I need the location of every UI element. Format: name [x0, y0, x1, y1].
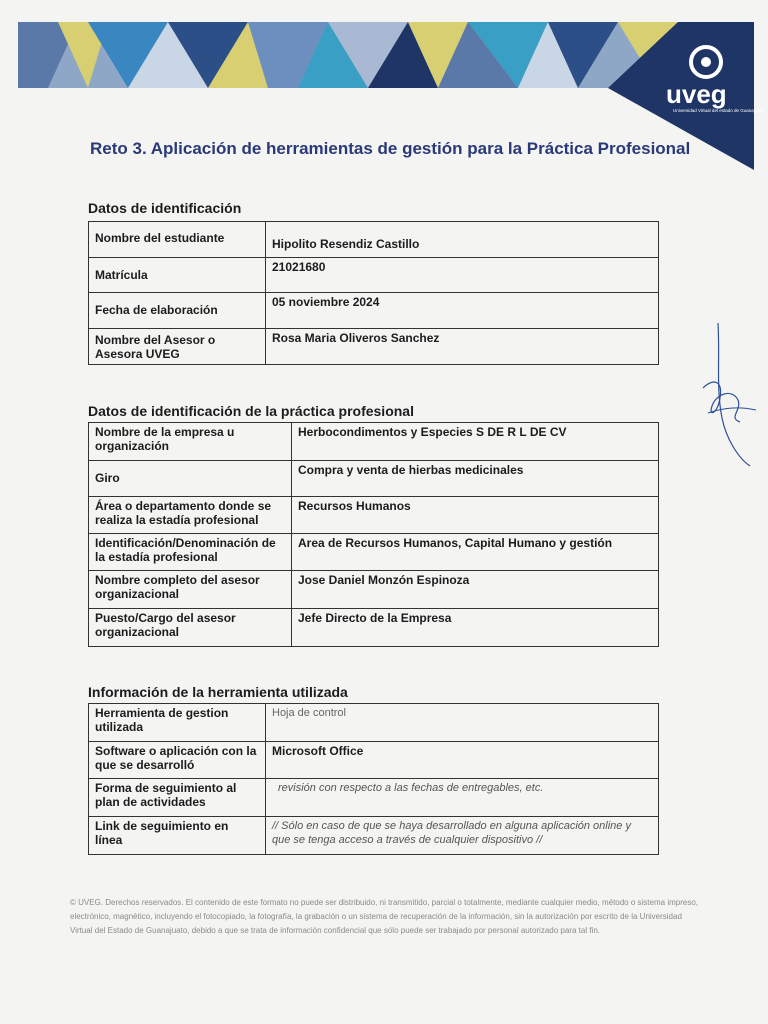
table-row [89, 817, 659, 855]
row-value: Hoja de control [266, 704, 659, 742]
table-row [89, 534, 659, 571]
row-value: Hipolito Resendiz Castillo [266, 222, 659, 258]
table-row [89, 329, 659, 365]
row-label: Nombre del Asesor o Asesora UVEG [89, 329, 266, 365]
table-row [89, 222, 659, 258]
row-label: Forma de seguimiento al plan de actividades [89, 779, 266, 817]
row-value: Jose Daniel Monzón Espinoza [292, 571, 659, 609]
table-row [89, 497, 659, 534]
row-value: Jefe Directo de la Empresa [292, 609, 659, 647]
row-label: Nombre de la empresa u organización [89, 423, 292, 461]
row-value: Recursos Humanos [292, 497, 659, 534]
row-value: 05 noviembre 2024 [266, 293, 659, 329]
section-title-practice: Datos de identificación de la práctica profesional [88, 403, 414, 419]
row-label: Puesto/Cargo del asesor organizacional [89, 609, 292, 647]
signature-mark [698, 318, 760, 468]
row-value: Area de Recursos Humanos, Capital Humano y gestión [292, 534, 659, 571]
table-row [89, 609, 659, 647]
row-value: Herbocondimentos y Especies S DE R L DE CV [292, 423, 659, 461]
row-label: Identificación/Denominación de la estadía profesional [89, 534, 292, 571]
table-row [89, 461, 659, 497]
table-row [89, 571, 659, 609]
row-label: Nombre del estudiante [89, 222, 266, 258]
table-row [89, 293, 659, 329]
table-row [89, 742, 659, 779]
table-row [89, 704, 659, 742]
row-label: Matrícula [89, 258, 266, 293]
row-label: Área o departamento donde se realiza la estadía profesional [89, 497, 292, 534]
copyright-footer: © UVEG. Derechos reservados. El contenido de este formato no puede ser distribuido, ni transmitido, parcial o totalmente, mediante cualquier medio, método o sistema impreso, electrónico, magnético, incluyendo el fotocopiado, la fotografía, la grabación o un sistema de recuperación de la información, sin la autorización por escrito de la Universidad Virtual del Estado de Guanajuato, debido a que se trata de información confidencial que sólo puede ser trabajado por personal autorizado para tal fin. [70, 898, 698, 935]
page-title: Reto 3. Aplicación de herramientas de gestión para la Práctica Profesional [90, 139, 691, 158]
table-row [89, 258, 659, 293]
section-title-identification: Datos de identificación [88, 200, 242, 216]
row-value: // Sólo en caso de que se haya desarrollado en alguna aplicación online y que se tenga acceso a través de cualquier dispositivo // [266, 817, 659, 855]
row-value: Rosa Maria Oliveros Sanchez [266, 329, 659, 365]
row-value: 21021680 [266, 258, 659, 293]
table-row [89, 423, 659, 461]
row-label: Giro [89, 461, 292, 497]
table-row [89, 779, 659, 817]
row-label: Herramienta de gestion utilizada [89, 704, 266, 742]
logo-subtitle: Universidad Virtual del estado de Guanajuato [673, 108, 764, 113]
row-value: Compra y venta de hierbas medicinales [292, 461, 659, 497]
row-label: Link de seguimiento en línea [89, 817, 266, 855]
section-title-tool: Información de la herramienta utilizada [88, 684, 348, 700]
practice-table [88, 422, 659, 647]
row-label: Fecha de elaboración [89, 293, 266, 329]
row-value: revisión con respecto a las fechas de entregables, etc. [266, 779, 659, 817]
tool-table [88, 703, 659, 855]
row-label: Nombre completo del asesor organizacional [89, 571, 292, 609]
row-label: Software o aplicación con la que se desarrolló [89, 742, 266, 779]
identification-table [88, 221, 659, 365]
row-value: Microsoft Office [266, 742, 659, 779]
logo-text: uveg [666, 79, 727, 109]
